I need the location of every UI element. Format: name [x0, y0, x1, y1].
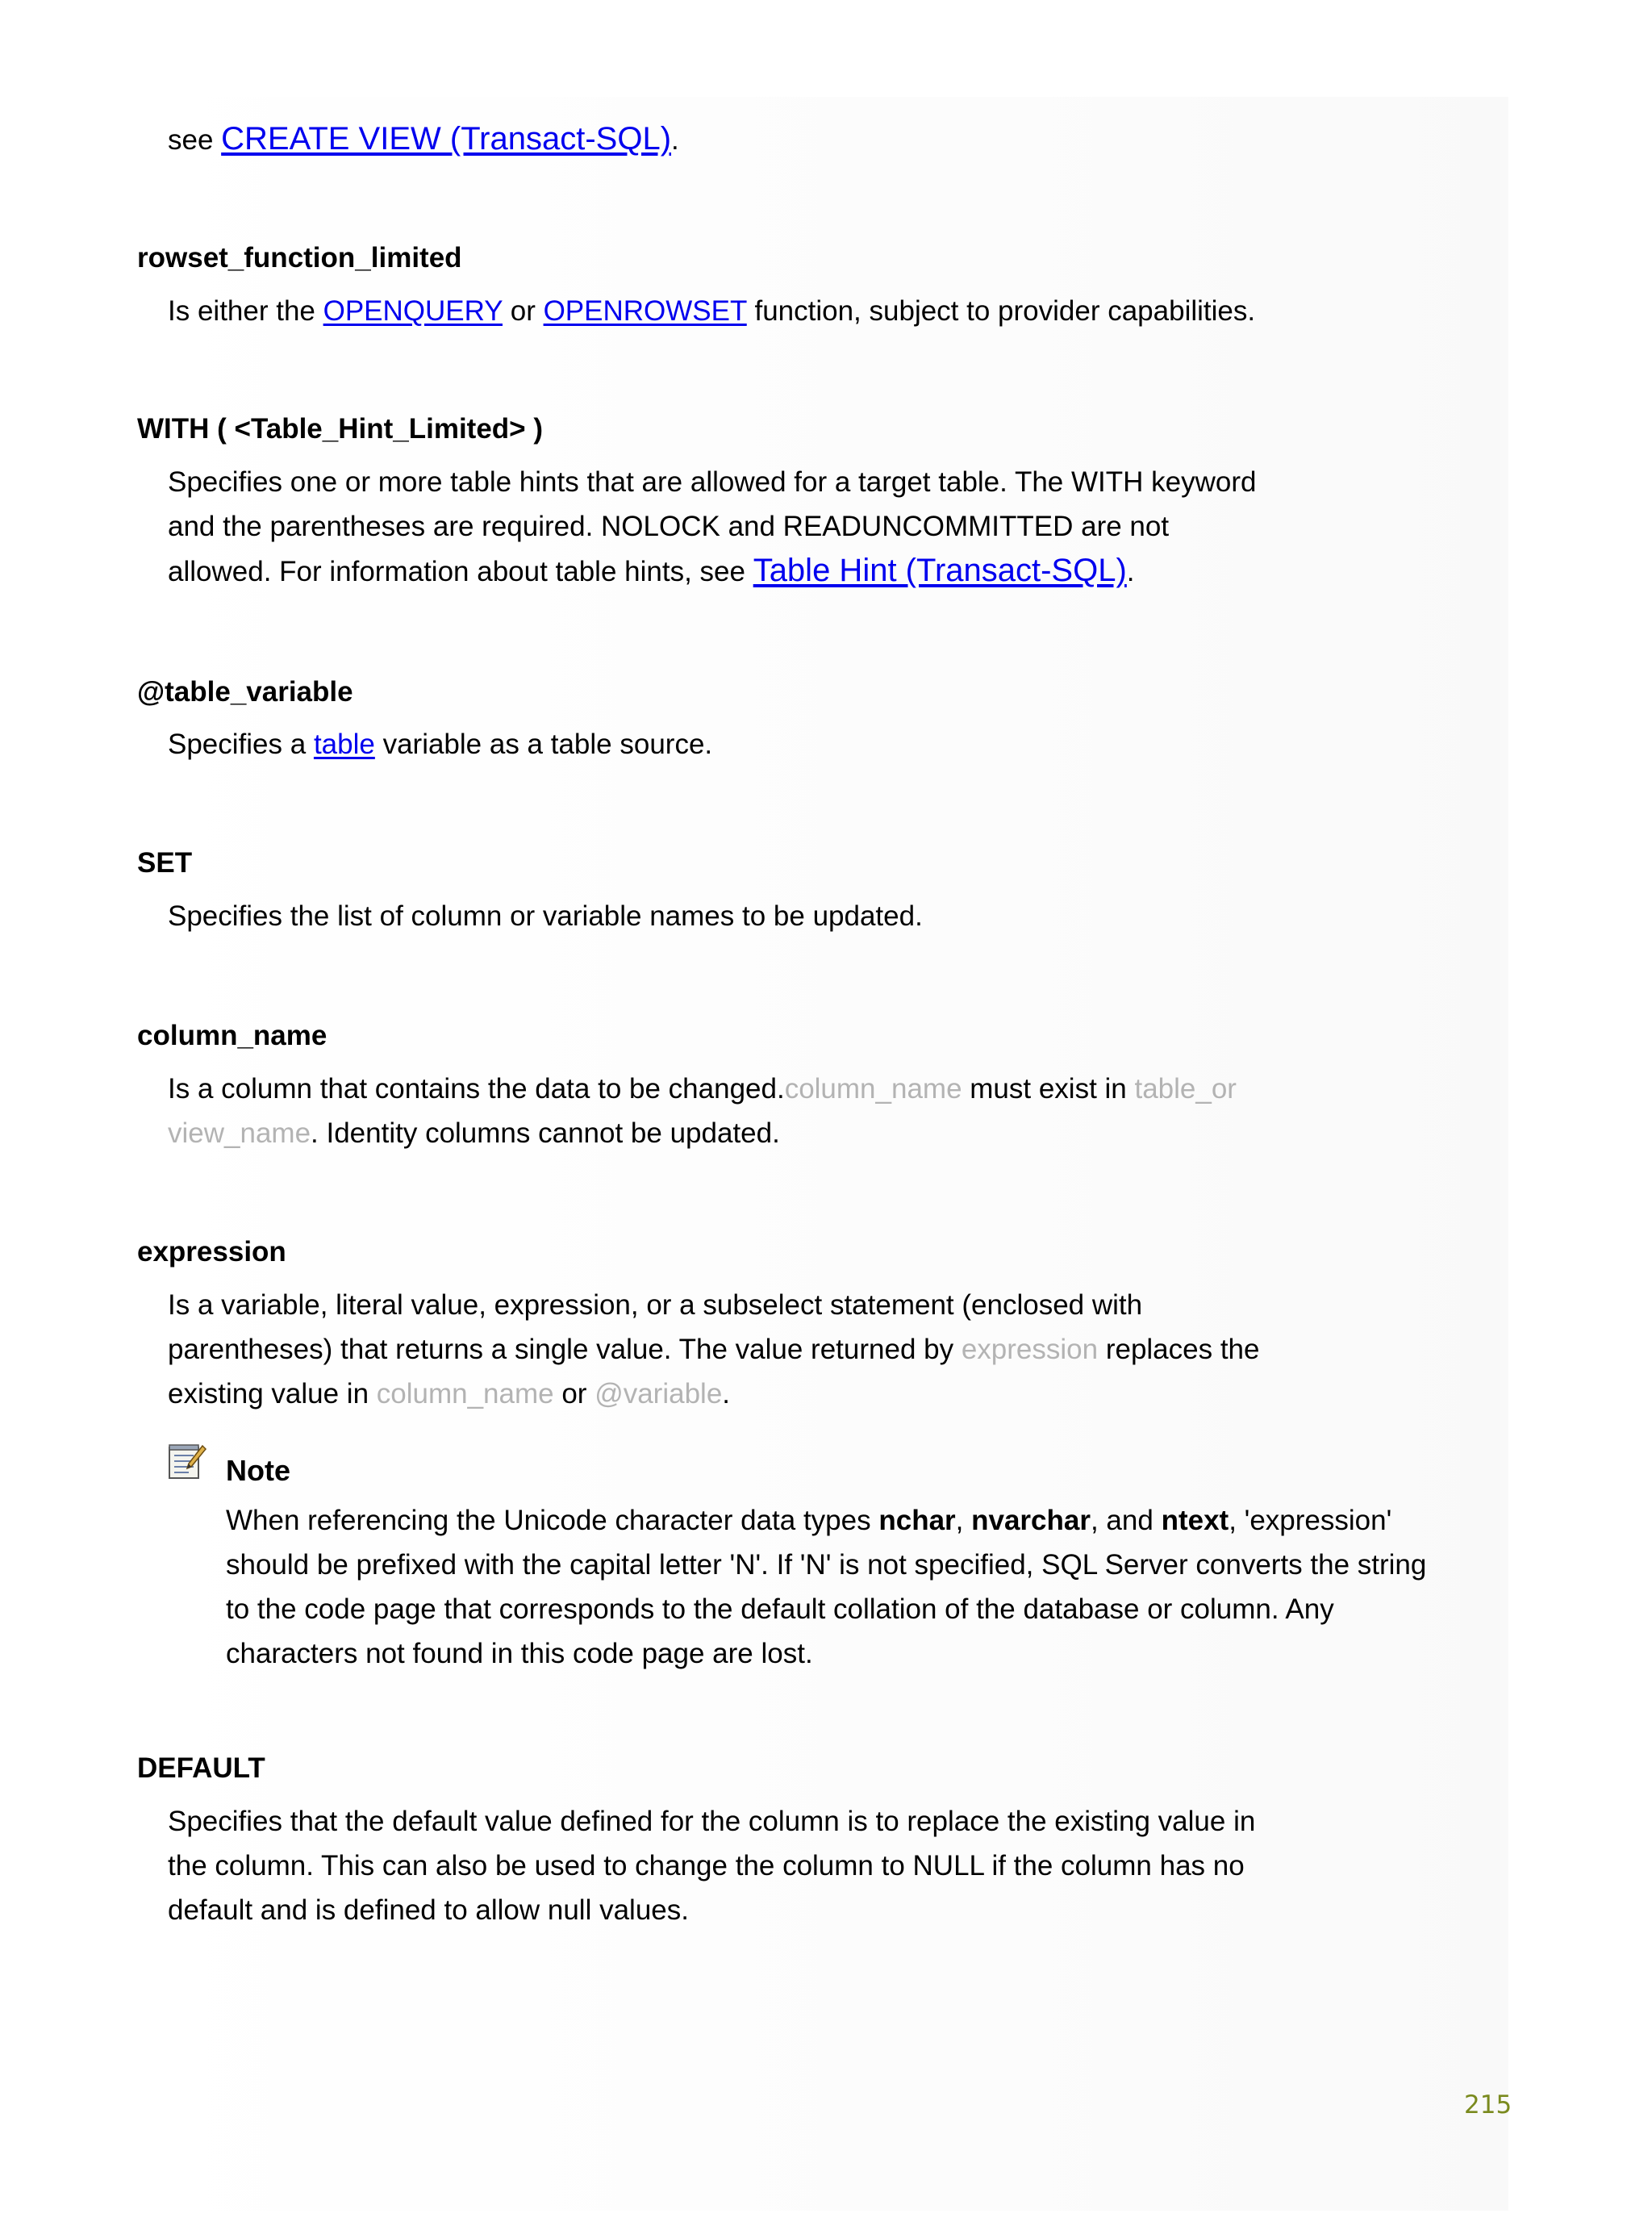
table-variable-description [168, 722, 1539, 766]
rowset-text-3: function, subject to provider capabilities. [746, 295, 1256, 327]
view-name-variable: view_name [168, 1117, 311, 1149]
expression-line-2 [168, 1327, 1539, 1372]
intro-suffix: . [671, 124, 679, 156]
expression-line-3-mid: or [553, 1378, 595, 1410]
with-hint-line-3-suffix: . [1126, 556, 1135, 587]
set-description-line: Specifies the list of column or variable names to be updated. [168, 900, 923, 932]
ntext-keyword: ntext [1161, 1505, 1229, 1536]
create-view-link[interactable]: CREATE VIEW (Transact-SQL) [221, 121, 672, 157]
note-title: Note [226, 1454, 290, 1487]
note-line-3: to the code page that corresponds to the default collation of the database or column. Any [226, 1593, 1334, 1625]
expression-line-1: Is a variable, literal value, expression, or a subselect statement (enclosed with [168, 1289, 1143, 1321]
nchar-keyword: nchar [878, 1505, 956, 1536]
term-rowset-function-limited: rowset_function_limited [137, 242, 462, 274]
expression-variable: expression [961, 1334, 1099, 1365]
intro-line [168, 117, 1539, 161]
default-description [168, 1799, 1539, 1932]
default-line-2: the column. This can also be used to change the column to NULL if the column has no [168, 1850, 1245, 1881]
column-name-line-1 [168, 1067, 1539, 1111]
with-hint-line-3 [168, 549, 1539, 593]
expression-line-3 [168, 1372, 1539, 1416]
rowset-text-2: or [503, 295, 544, 327]
rowset-description [168, 289, 1539, 333]
term-expression: expression [137, 1236, 286, 1268]
note-pad-pencil-icon [167, 1443, 207, 1481]
column-name-variable: column_name [784, 1073, 962, 1105]
table-hint-link[interactable]: Table Hint (Transact-SQL) [753, 553, 1127, 588]
term-column-name: column_name [137, 1020, 327, 1051]
note-line-1-a: When referencing the Unicode character data types [226, 1505, 879, 1536]
at-variable-ref: @variable [594, 1378, 723, 1410]
column-name-text-2: must exist in [962, 1073, 1135, 1105]
expression-line-3-suffix: . [722, 1378, 731, 1410]
table-or-variable: table_or [1134, 1073, 1237, 1105]
note-line-4: characters not found in this code page are lost. [226, 1638, 813, 1669]
term-table-variable: @table_variable [137, 676, 353, 708]
table-variable-text-2: variable as a table source. [374, 729, 713, 760]
rowset-text-1: Is either the [168, 295, 323, 327]
note-line-2: should be prefixed with the capital letter 'N'. If 'N' is not specified, SQL Server converts the string [226, 1549, 1427, 1581]
intro-prefix: see [168, 124, 222, 156]
expression-description [168, 1283, 1539, 1416]
term-default: DEFAULT [137, 1752, 265, 1784]
note-body [226, 1498, 1597, 1676]
page-number: 215 [1464, 2090, 1512, 2120]
column-name-text-1: Is a column that contains the data to be changed. [168, 1073, 785, 1105]
table-type-link[interactable]: table [313, 729, 375, 760]
note-line-1-d: , and [1090, 1505, 1162, 1536]
term-with-table-hint-limited: WITH ( <Table_Hint_Limited> ) [137, 413, 544, 445]
column-name-text-3: . Identity columns cannot be updated. [311, 1117, 780, 1149]
expression-line-3-prefix: existing value in [168, 1378, 377, 1410]
column-name-line-2 [168, 1111, 1539, 1155]
nvarchar-keyword: nvarchar [971, 1505, 1091, 1536]
default-line-1: Specifies that the default value defined for the column is to replace the existing value in [168, 1806, 1256, 1837]
with-hint-description [168, 460, 1539, 593]
note-line-1-c: , [955, 1505, 972, 1536]
note-line-1-e: , 'expression' [1229, 1505, 1392, 1536]
expression-line-2-suffix: replaces the [1098, 1334, 1260, 1365]
with-hint-line-3-prefix: allowed. For information about table hints, see [168, 556, 753, 587]
default-line-3: default and is defined to allow null values. [168, 1894, 689, 1926]
column-name-variable-ref: column_name [376, 1378, 554, 1410]
table-variable-text-1: Specifies a [168, 729, 314, 760]
note-line-1 [226, 1498, 1597, 1543]
openquery-link[interactable]: OPENQUERY [323, 295, 503, 327]
openrowset-link[interactable]: OPENROWSET [543, 295, 747, 327]
with-hint-line-1: Specifies one or more table hints that are allowed for a target table. The WITH keyword [168, 466, 1257, 498]
expression-line-2-prefix: parentheses) that returns a single value. The value returned by [168, 1334, 962, 1365]
set-description [168, 894, 1539, 938]
with-hint-line-2: and the parentheses are required. NOLOCK and READUNCOMMITTED are not [168, 511, 1170, 542]
column-name-description [168, 1067, 1539, 1155]
term-set: SET [137, 847, 193, 879]
